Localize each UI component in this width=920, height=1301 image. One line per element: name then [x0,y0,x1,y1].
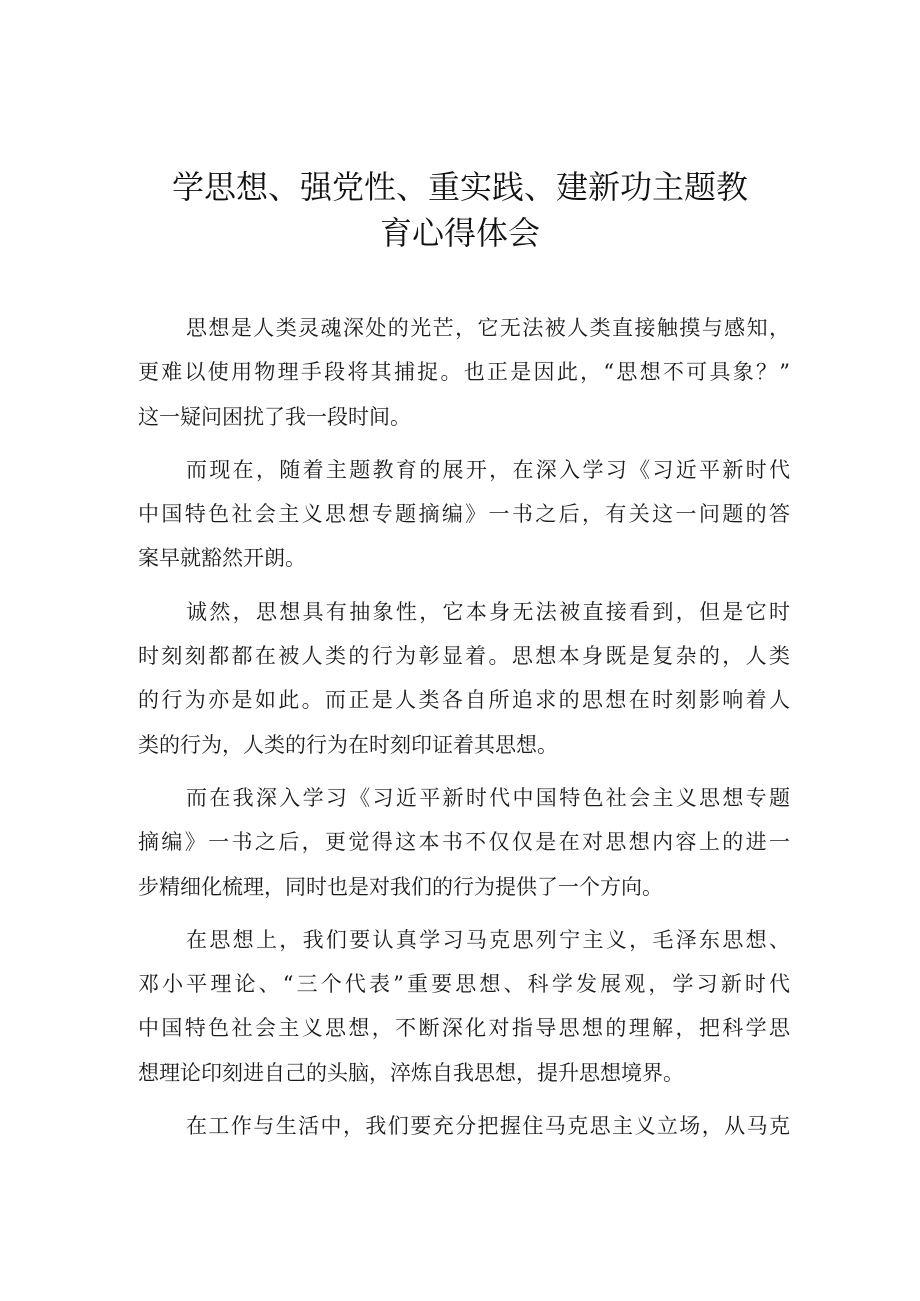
paragraph-line: 步精细化梳理，同时也是对我们的行为提供了一个方向。 [138,874,663,899]
paragraph-line: 案早就豁然开朗。 [138,546,306,571]
title-line-2: 育心得体会 [379,214,540,252]
paragraph-4 [138,776,790,909]
document-body [138,306,790,1157]
paragraph-5 [138,918,790,1095]
paragraph-line: 思想是人类灵魂深处的光芒，它无法被人类直接触摸与感知， [186,316,790,340]
paragraph-3 [138,590,790,767]
paragraph-line: 而现在，随着主题教育的展开，在深入学习《习近平新时代 [186,457,790,482]
paragraph-line: 中国特色社会主义思想，不断深化对指导思想的理解，把科学思 [138,1016,790,1041]
paragraph-2 [138,448,790,581]
paragraph-line: 想理论印刻进自己的头脑，淬炼自我思想，提升思想境界。 [138,1060,684,1085]
paragraph-line: 在思想上，我们要认真学习马克思列宁主义，毛泽东思想、 [186,927,790,952]
paragraph-line: 中国特色社会主义思想专题摘编》一书之后，有关这一问题的答 [138,502,790,527]
paragraph-line: 诚然，思想具有抽象性，它本身无法被直接看到，但是它时 [186,599,790,624]
document-title [140,164,780,256]
paragraph-line: 在工作与生活中，我们要充分把握住马克思主义立场，从马克 [186,1114,790,1139]
paragraph-line: 摘编》一书之后，更觉得这本书不仅仅是在对思想内容上的进一 [138,830,790,855]
paragraph-line: 这一疑问困扰了我一段时间。 [138,404,411,429]
paragraph-line: 更难以使用物理手段将其捕捉。也正是因此，“思想不可具象？” [138,360,790,385]
paragraph-1 [138,306,790,439]
paragraph-6 [138,1104,790,1148]
title-line-1: 学思想、强党性、重实践、建新功主题教 [171,168,748,206]
paragraph-line: 而在我深入学习《习近平新时代中国特色社会主义思想专题 [186,785,790,810]
paragraph-line: 的行为亦是如此。而正是人类各自所追求的思想在时刻影响着人 [138,688,790,713]
paragraph-line: 邓小平理论、“三个代表”重要思想、科学发展观，学习新时代 [138,972,790,997]
paragraph-line: 时刻刻都都在被人类的行为彰显着。思想本身既是复杂的，人类 [138,644,790,669]
paragraph-line: 类的行为，人类的行为在时刻印证着其思想。 [138,732,558,757]
